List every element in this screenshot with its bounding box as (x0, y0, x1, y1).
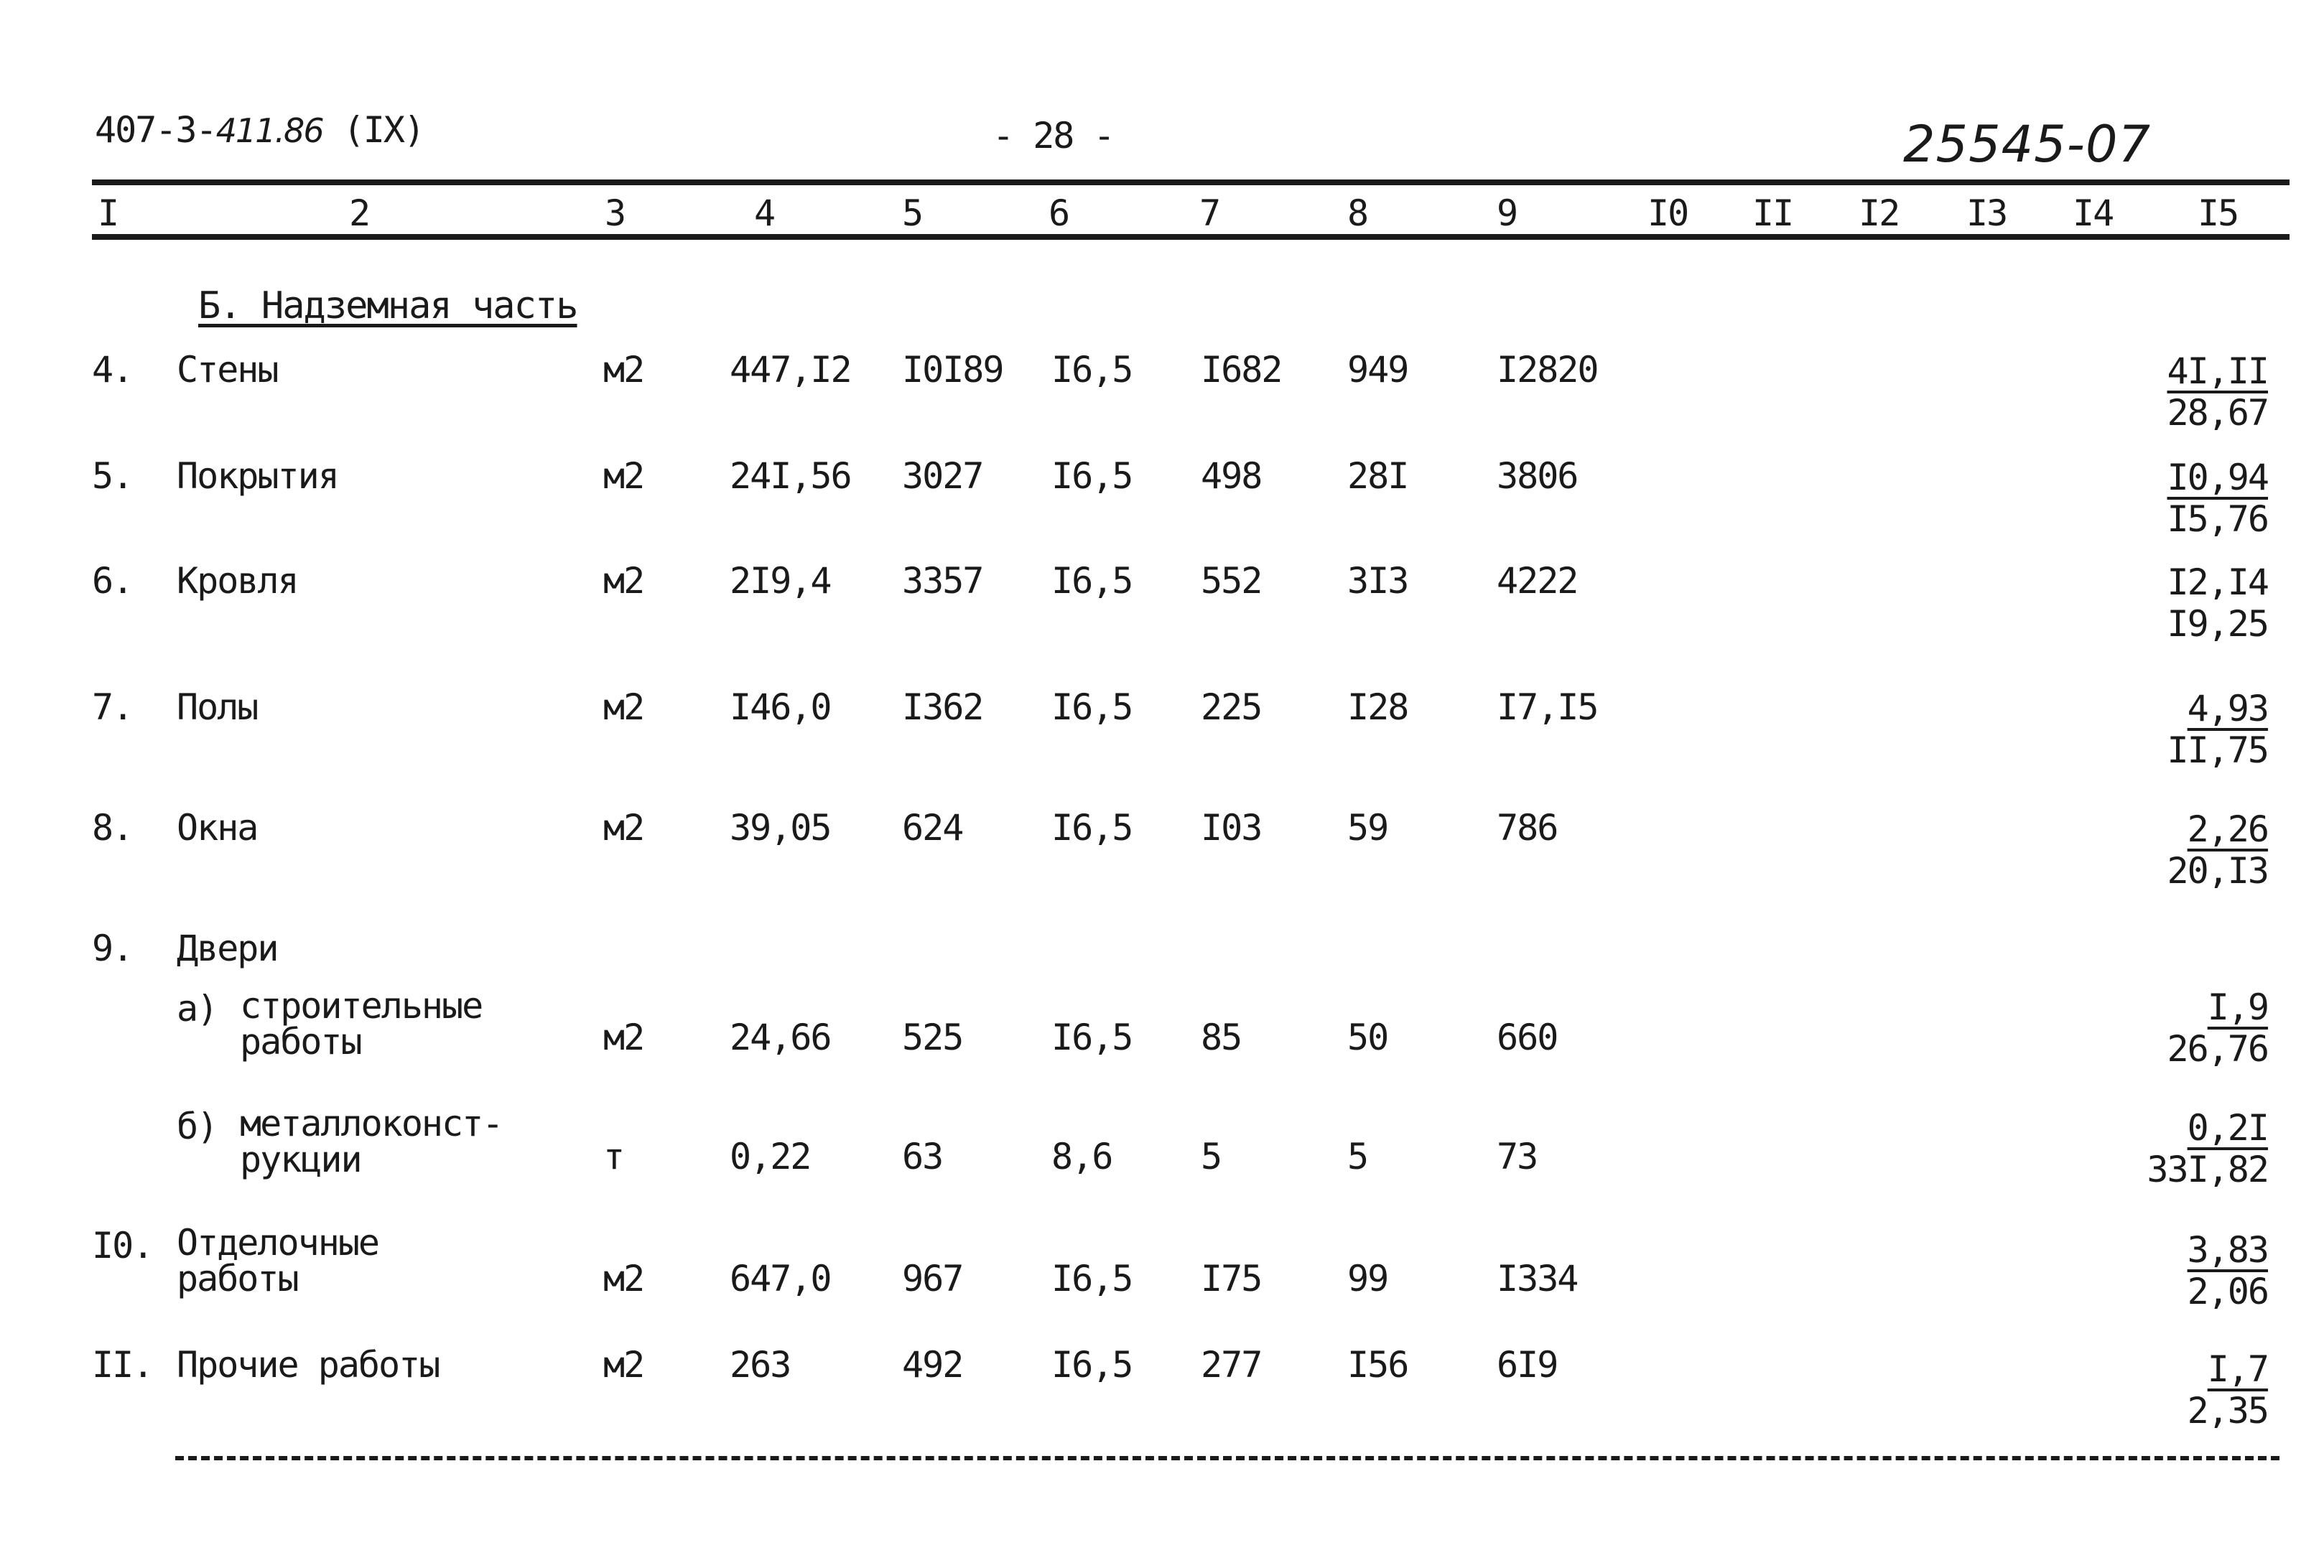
column-number: II (1752, 192, 1793, 234)
row-unit: м2 (603, 349, 644, 391)
cell-col4: 0,22 (730, 1136, 811, 1177)
fraction-top: I,7 (2207, 1348, 2268, 1390)
fraction-top: I2,I4 (2167, 561, 2268, 603)
cell-col4: 263 (730, 1344, 791, 1386)
fraction-top: 2,26 (2187, 808, 2268, 850)
cell-col5: 63 (902, 1136, 943, 1177)
cell-col8: 59 (1347, 807, 1388, 849)
column-number: 3 (605, 192, 626, 234)
cell-col4: 24,66 (730, 1017, 831, 1058)
cell-col9: I334 (1497, 1258, 1578, 1299)
section-title: Б. Надземная часть (198, 284, 577, 327)
row-name-line: Отделочные (177, 1222, 379, 1264)
row-unit: м2 (603, 1258, 644, 1299)
column-number: I5 (2198, 192, 2239, 234)
cell-col6: I6,5 (1051, 560, 1133, 602)
fraction-bottom: 2,06 (2187, 1271, 2268, 1312)
cell-col15-fraction (2167, 561, 2268, 645)
cell-col6: I6,5 (1051, 349, 1133, 391)
cell-col9: 786 (1497, 807, 1558, 849)
column-number: I (98, 192, 118, 234)
cell-col5: 967 (902, 1258, 963, 1299)
cell-col7: 85 (1201, 1017, 1242, 1058)
row-name-line: работы (240, 1021, 361, 1063)
fraction-bottom: I9,25 (2167, 603, 2268, 645)
cell-col5: I362 (902, 686, 983, 728)
row-name-line: рукции (240, 1139, 361, 1180)
row-name: Окна (177, 807, 258, 849)
cell-col8: 949 (1347, 349, 1408, 391)
cell-col7: 552 (1201, 560, 1262, 602)
row-name: Стены (177, 349, 278, 391)
cell-col5: 492 (902, 1344, 963, 1386)
cell-col9: 660 (1497, 1017, 1558, 1058)
row-name (240, 985, 483, 1063)
column-number: I0 (1647, 192, 1688, 234)
row-unit: м2 (603, 1017, 644, 1058)
fraction-top: I,9 (2207, 986, 2268, 1028)
cell-col6: I6,5 (1051, 1344, 1133, 1386)
column-number: 6 (1049, 192, 1069, 234)
cell-col6: I6,5 (1051, 455, 1133, 497)
cell-col15-fraction (2167, 350, 2268, 434)
cell-col15-fraction (2167, 688, 2268, 771)
cell-col4: I46,0 (730, 686, 831, 728)
fraction-bottom: 26,76 (2167, 1028, 2268, 1070)
fraction-top: 0,2I (2187, 1107, 2268, 1149)
cell-col9: I2820 (1497, 349, 1598, 391)
cell-col9: 73 (1497, 1136, 1538, 1177)
column-number: 5 (902, 192, 923, 234)
cell-col15-fraction (2167, 457, 2268, 540)
column-number: 7 (1199, 192, 1220, 234)
row-name: Полы (177, 686, 258, 728)
row-number: II. (92, 1344, 153, 1386)
column-number: 9 (1497, 192, 1517, 234)
row-number: 9. (92, 928, 133, 969)
header-rule-bottom (92, 234, 2290, 240)
cell-col5: 624 (902, 807, 963, 849)
fraction-top: I0,94 (2167, 457, 2268, 498)
fraction-top: 4I,II (2167, 350, 2268, 392)
fraction-bottom: 28,67 (2167, 392, 2268, 434)
row-unit: т (603, 1136, 624, 1177)
row-unit: м2 (603, 455, 644, 497)
row-number: 5. (92, 455, 133, 497)
cell-col7: I75 (1201, 1258, 1262, 1299)
cell-col8: 28I (1347, 455, 1408, 497)
column-number: I3 (1966, 192, 2007, 234)
column-number: 4 (754, 192, 775, 234)
row-number: 4. (92, 349, 133, 391)
document-code-suffix: (IX) (343, 109, 424, 151)
fraction-bottom: 2,35 (2187, 1390, 2268, 1432)
row-name-line: строительные (240, 985, 483, 1027)
row-subnumber: б) (177, 1106, 218, 1147)
cell-col6: I6,5 (1051, 686, 1133, 728)
cell-col6: I6,5 (1051, 1017, 1133, 1058)
row-unit: м2 (603, 560, 644, 602)
cell-col5: 3357 (902, 560, 983, 602)
header-rule-top (92, 179, 2290, 185)
cell-col5: 3027 (902, 455, 983, 497)
cell-col9: I7,I5 (1497, 686, 1598, 728)
row-number: 6. (92, 560, 133, 602)
cell-col4: 39,05 (730, 807, 831, 849)
cell-col8: I56 (1347, 1344, 1408, 1386)
column-number: 2 (349, 192, 370, 234)
cell-col6: 8,6 (1051, 1136, 1112, 1177)
cell-col5: I0I89 (902, 349, 1003, 391)
row-name-line: работы (177, 1258, 298, 1299)
fraction-bottom: 33I,82 (2147, 1149, 2268, 1190)
cell-col7: 277 (1201, 1344, 1262, 1386)
cell-col15-fraction (2188, 1229, 2268, 1312)
cell-col8: I28 (1347, 686, 1408, 728)
fraction-bottom: 20,I3 (2167, 850, 2268, 892)
cell-col7: I682 (1201, 349, 1282, 391)
cell-col9: 4222 (1497, 560, 1578, 602)
row-unit: м2 (603, 807, 644, 849)
cell-col15-fraction (2147, 1107, 2268, 1190)
cell-col7: 225 (1201, 686, 1262, 728)
page-number: - 28 - (993, 115, 1114, 157)
cell-col8: 5 (1347, 1136, 1368, 1177)
cell-col4: 24I,56 (730, 455, 851, 497)
continuation-dashed-line (175, 1456, 2279, 1460)
cell-col4: 2I9,4 (730, 560, 831, 602)
cell-col6: I6,5 (1051, 1258, 1133, 1299)
row-number: 7. (92, 686, 133, 728)
cell-col4: 447,I2 (730, 349, 851, 391)
cell-col9: 3806 (1497, 455, 1578, 497)
document-code-printed: 407-3- (95, 109, 216, 151)
cell-col7: 498 (1201, 455, 1262, 497)
cell-col9: 6I9 (1497, 1344, 1558, 1386)
fraction-bottom: I5,76 (2167, 498, 2268, 540)
cell-col15-fraction (2167, 808, 2268, 892)
cell-col4: 647,0 (730, 1258, 831, 1299)
cell-col8: 99 (1347, 1258, 1388, 1299)
column-number: I4 (2073, 192, 2114, 234)
document-code (95, 109, 424, 151)
document-number: 25545-07 (1903, 115, 2152, 174)
cell-col15-fraction (2167, 986, 2268, 1070)
cell-col7: 5 (1201, 1136, 1222, 1177)
row-name: Покрытия (177, 455, 338, 497)
column-number: I2 (1859, 192, 1900, 234)
fraction-top: 4,93 (2187, 688, 2268, 729)
document-code-handwritten: 411.86 (215, 111, 323, 150)
column-number: 8 (1347, 192, 1368, 234)
row-number: 8. (92, 807, 133, 849)
cell-col8: 3I3 (1347, 560, 1408, 602)
cell-col8: 50 (1347, 1017, 1388, 1058)
row-unit: м2 (603, 1344, 644, 1386)
cell-col6: I6,5 (1051, 807, 1133, 849)
row-name: Прочие работы (177, 1344, 440, 1386)
row-name: Кровля (177, 560, 298, 602)
cell-col15-fraction (2188, 1348, 2268, 1432)
row-name: Двери (177, 928, 278, 969)
row-name (177, 1222, 379, 1299)
fraction-bottom: II,75 (2167, 729, 2268, 771)
row-name (240, 1103, 503, 1180)
cell-col5: 525 (902, 1017, 963, 1058)
fraction-top: 3,83 (2187, 1229, 2268, 1271)
row-unit: м2 (603, 686, 644, 728)
row-subnumber: а) (177, 988, 218, 1030)
row-name-line: металлоконст- (240, 1103, 503, 1144)
cell-col7: I03 (1201, 807, 1262, 849)
row-number: I0. (92, 1225, 153, 1266)
